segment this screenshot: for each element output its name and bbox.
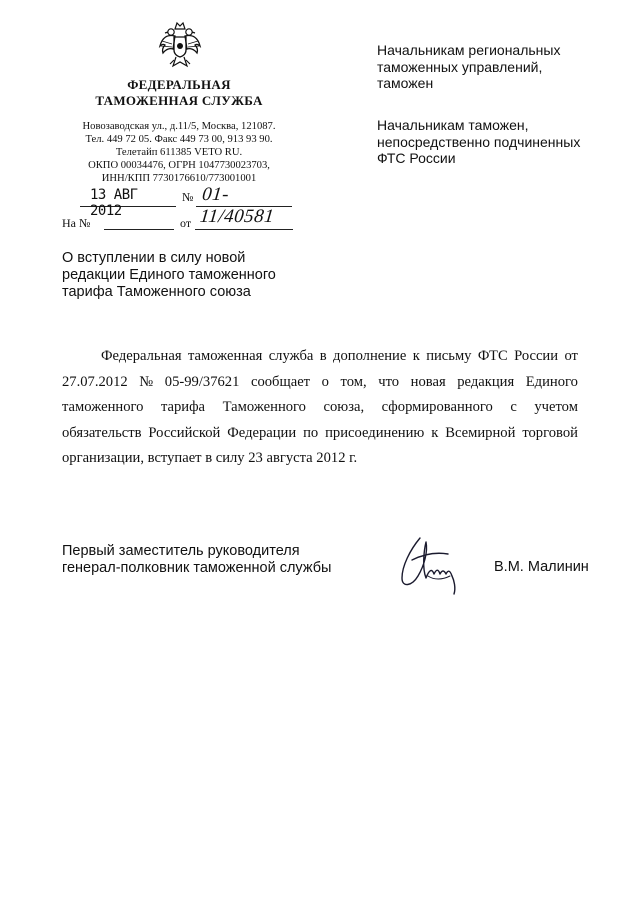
body-word: Всемирной: [445, 424, 516, 441]
body-word: новая: [410, 373, 446, 390]
body-word: тарифа: [160, 399, 206, 416]
body-word: дополнение: [333, 348, 407, 364]
recipient-line: таможенных управлений,: [377, 58, 543, 75]
teletype-line: Телетайп 611385 VETO RU.: [115, 147, 243, 158]
body-word: таможенная: [187, 348, 263, 364]
handwritten-signature: [396, 530, 478, 600]
letter-number-handwritten: 01-11/40581: [198, 184, 276, 227]
number-label: №: [182, 190, 194, 204]
recipient-line: Начальникам таможен,: [377, 117, 529, 133]
body-word: в: [319, 348, 327, 364]
signatory-name: В.М. Малинин: [494, 559, 589, 575]
body-word: ФТС: [477, 348, 508, 364]
body-word: к: [412, 348, 420, 364]
recipient-block-regional: [377, 42, 617, 92]
coat-of-arms-icon: [157, 20, 203, 72]
signatory-position-line: Первый заместитель руководителя: [62, 543, 300, 559]
body-word: редакция: [457, 373, 515, 390]
recipient-line: Начальникам региональных: [377, 42, 561, 58]
body-line: [62, 344, 578, 370]
body-word: России: [514, 348, 559, 364]
body-word: к: [431, 424, 439, 441]
org-name-line-2: ТАМОЖЕННАЯ СЛУЖБА: [95, 93, 263, 108]
body-word: присоединению: [325, 424, 425, 441]
body-word: Единого: [525, 373, 578, 390]
subject-line: редакции Единого таможенного: [62, 267, 276, 283]
body-word: сообщает: [250, 373, 311, 390]
body-word: Федеральная: [101, 348, 182, 364]
body-word: о: [321, 373, 329, 390]
body-word: по: [303, 424, 319, 441]
body-word: 05-99/37621: [164, 373, 240, 390]
letter-body: [62, 344, 578, 472]
body-word: Федерации: [227, 424, 297, 441]
body-line: организации, вступает в силу 23 августа 2012 г.: [62, 450, 358, 467]
subject-line: тарифа Таможенного союза: [62, 284, 251, 300]
org-name-line-1: ФЕДЕРАЛЬНАЯ: [127, 77, 231, 92]
body-word: от: [564, 348, 578, 364]
reply-to-label: На №: [62, 216, 91, 230]
signatory-position: [62, 543, 331, 577]
letter-date-stamp: 13 АВГ 2012: [90, 187, 138, 219]
body-word: обязательств: [62, 424, 142, 441]
body-word: что: [378, 373, 400, 390]
letter-subject: [62, 250, 276, 301]
okpo-ogrn-line: ОКПО 00034476, ОГРН 1047730023703,: [88, 160, 270, 171]
recipient-line: таможен: [377, 75, 434, 91]
body-word: №: [139, 373, 154, 390]
phone-fax-line: Тел. 449 72 05. Факс 449 73 00, 913 93 90.: [85, 134, 273, 145]
body-word: служба: [268, 348, 314, 364]
body-line: [62, 370, 578, 396]
reply-from-label: от: [180, 216, 192, 230]
reply-from-blank-line: [195, 229, 293, 230]
reply-to-blank-line: [104, 229, 174, 230]
body-word: 27.07.2012: [62, 373, 128, 390]
body-word: торговой: [522, 424, 578, 441]
body-word: союза,: [323, 399, 365, 416]
letter-number-field: [196, 184, 292, 227]
subject-line: О вступлении в силу новой: [62, 250, 246, 266]
body-word: Таможенного: [222, 399, 306, 416]
recipient-line: непосредственно подчиненных: [377, 133, 581, 150]
body-word: таможенного: [62, 399, 144, 416]
letter-date-field: [80, 186, 176, 219]
body-line: [62, 395, 578, 421]
body-word: Российской: [148, 424, 221, 441]
recipient-block-customs: [377, 117, 617, 167]
body-word: том,: [340, 373, 367, 390]
body-word: сформированного: [381, 399, 493, 416]
body-word: с: [510, 399, 517, 416]
recipient-line: ФТС России: [377, 150, 456, 166]
body-word: письму: [426, 348, 472, 364]
signatory-position-line: генерал-полковник таможенной службы: [62, 560, 332, 576]
body-line: [62, 421, 578, 447]
body-word: учетом: [534, 399, 578, 416]
address-line: Новозаводская ул., д.11/5, Москва, 121087.: [82, 121, 276, 132]
inn-kpp-line: ИНН/КПП 7730176610/773001001: [101, 173, 257, 184]
